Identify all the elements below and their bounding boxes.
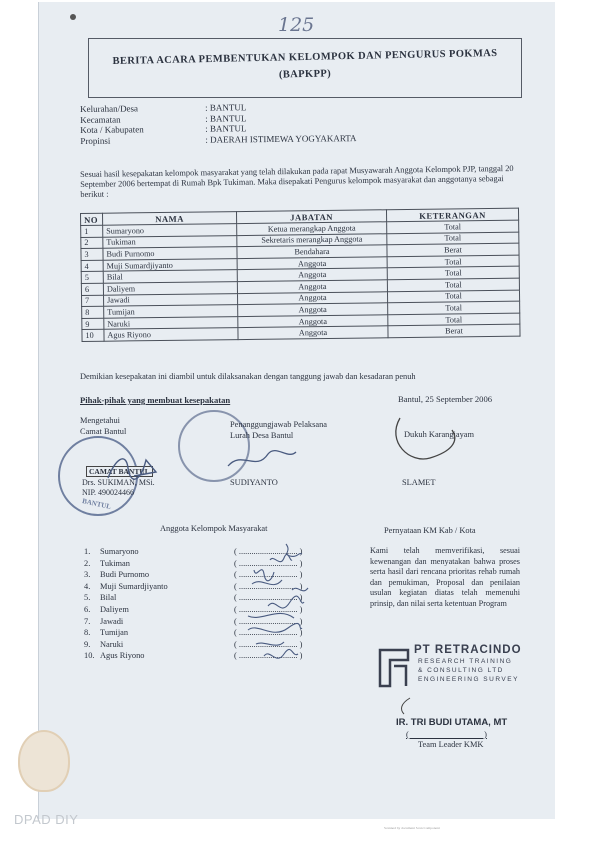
member-signatures [234,540,344,670]
parties-heading: Pihak-pihak yang membuat kesepakatan [80,395,231,405]
left-label-2: Camat Bantul [80,427,127,436]
cell-keterangan: Total [387,232,519,245]
cell-no: 3 [81,248,103,260]
signature-placeholder: ( ............................ ) [234,547,303,556]
signature-placeholder: ( ............................ ) [234,651,303,661]
cell-nama: Agus Riyono [104,328,238,341]
location-value: : BANTUL [205,112,247,124]
left-label-1: Mengetahui [80,416,121,425]
list-item-number: 8. [84,628,91,638]
cell-nama: Bilal [103,270,237,283]
list-item-number: 6. [84,604,91,614]
cell-nama: Sumaryono [103,224,237,237]
member-name: Sumaryono [100,547,139,556]
cell-jabatan: Bendahara [237,245,387,258]
dukuh-signature [390,412,470,468]
signature-placeholder: ( ............................ ) [234,604,303,614]
cell-nama: Naruki [104,316,238,329]
middle-signatory-name: SUDIYANTO [230,478,278,487]
left-signatory-nip: NIP. 490024466 [82,488,135,497]
member-name: Tukiman [100,558,130,568]
stamp-ring-text: BANTUL [81,497,112,511]
cell-jabatan: Anggota [238,303,388,316]
pt-logo-line3: & CONSULTING LTD [418,667,504,674]
cell-nama: Tumijan [104,305,238,318]
cell-keterangan: Total [387,220,519,233]
member-name: Naruki [100,639,124,649]
cell-jabatan: Anggota [237,257,387,270]
cell-nama: Muji Sumardjiyanto [103,258,237,271]
member-name: Jawadi [100,616,124,626]
members-heading: Anggota Kelompok Masyarakat [160,524,268,533]
location-block [80,100,500,146]
location-value: : DAERAH ISTIMEWA YOGYAKARTA [205,132,357,145]
cell-jabatan: Ketua merangkap Anggota [237,222,387,235]
list-item-number: 2. [84,558,91,568]
list-item-number: 7. [84,616,91,626]
signature-placeholder: ( ............................ ) [234,581,303,591]
member-name: Bilal [100,593,117,603]
pt-logo-line4: ENGINEERING SURVEY [418,676,519,683]
left-signatory-name: Drs. SUKIMAN, MSi. [82,478,155,487]
cell-no: 4 [81,260,103,272]
team-leader-title: Team Leader KMK [418,740,484,749]
document-subtitle: (BAPKPP) [278,68,332,81]
cell-no: 8 [82,306,104,318]
left-stamp-text: CAMAT BANTUL [86,466,153,477]
km-statement: Kami telah memverifikasi, sesuai kewenangan dan menyatakan bahwa proses serta hasil dari rencana prioritas rehab rumah dan pemukiman, Proposal dan penilaian usulan kegiatan diatas telah memenuhi prinsip, dan nilai serta ketentuan Program [370,546,520,608]
list-item-number: 5. [84,593,91,603]
header-nama: NAMA [103,212,237,226]
cell-no: 5 [81,272,103,284]
cell-keterangan: Total [387,255,519,268]
pen-mark [70,14,76,20]
cell-no: 1 [81,225,103,237]
signature-placeholder: ( ............................ ) [234,570,303,580]
title-box [88,38,522,98]
header-keterangan: KETERANGAN [386,208,518,222]
location-label: Kota / Kabupaten [80,124,144,135]
footer-small-text: Scanned by document Scan Component [384,826,440,830]
pt-retracindo-logo [376,642,526,694]
cell-nama: Jawadi [104,293,238,306]
header-no: NO [81,213,103,225]
handwritten-page-number: 125 [278,14,315,36]
cell-nama: Budi Purnomo [103,247,237,260]
list-item-number: 4. [84,581,91,591]
cell-keterangan: Total [387,278,519,291]
location-value: : BANTUL [205,123,247,134]
cell-nama: Tukiman [103,235,237,248]
member-table [80,208,521,342]
cell-keterangan: Total [387,290,519,303]
pt-logo-line2: RESEARCH TRAINING [418,658,513,665]
right-signatory-name: SLAMET [402,478,436,487]
signature-placeholder: ( ............................ ) [234,628,303,638]
camat-signature [104,448,164,488]
cell-no: 7 [82,295,104,307]
cell-jabatan: Anggota [237,268,387,281]
team-leader-mark [396,696,416,716]
member-name: Tumijan [100,628,129,638]
cell-keterangan: Total [387,267,519,280]
middle-label-1: Penanggungjawab Pelaksana [230,420,327,429]
list-item-number: 10. [84,651,95,661]
location-label: Kecamatan [80,114,121,125]
team-leader-name: IR. TRI BUDI UTAMA, MT [396,717,508,728]
cell-no: 10 [82,330,104,342]
pt-logo-emblem [376,646,412,690]
closing-paragraph: Demikian kesepakatan ini diambil untuk dilaksanakan dengan tanggung jawab dan kesadaran penuh [80,372,416,381]
location-label: Propinsi [80,135,111,146]
signature-placeholder: ( ............................ ) [234,558,303,568]
location-value: : BANTUL [204,102,247,113]
cell-no: 9 [82,318,104,330]
middle-label-2: Lurah Desa Bantul [230,431,294,440]
cell-jabatan: Anggota [238,314,388,327]
cell-jabatan: Anggota [237,291,387,304]
signature-placeholder: ( ............................ ) [234,639,303,649]
document-title: BERITA ACARA PEMBENTUKAN KELOMPOK DAN PENGURUS POKMAS [112,47,498,68]
member-name: Agus Riyono [100,651,145,661]
cell-keterangan: Total [388,301,520,314]
right-label: Dukuh Karangjayam [404,430,475,439]
header-jabatan: JABATAN [236,210,386,224]
cell-keterangan: Berat [388,324,520,337]
list-item-number: 3. [84,570,91,580]
list-item-number: 1. [84,547,91,556]
cell-no: 6 [81,283,103,295]
cell-no: 2 [81,237,103,249]
table-body [81,220,520,341]
member-name: Budi Purnomo [100,570,150,580]
cell-keterangan: Total [388,313,520,326]
team-leader-bracket: ( ) [406,730,487,739]
signature-placeholder: ( ............................ ) [234,593,303,603]
lurah-signature [222,440,302,480]
place-date: Bantul, 25 September 2006 [398,394,493,404]
intro-paragraph: Sesuai hasil kesepakatan kelompok masyarakat yang telah dilakukan pada rapat Musyawarah Anggota Kelompok PJP, tanggal 20 September 2006 bertempat di Rumah Bpk Tukiman. Maka disepakati Pengurus kelompok masyarakat dan anggotanya sebagai berikut : [80,163,514,199]
location-label: Kelurahan/Desa [80,103,139,114]
archive-watermark: DPAD DIY [14,812,79,827]
member-name: Daliyem [100,604,129,614]
cell-keterangan: Berat [387,243,519,256]
signature-placeholder: ( ............................ ) [234,616,303,626]
km-heading: Pernyataan KM Kab / Kota [384,526,476,535]
member-name: Muji Sumardjiyanto [100,581,168,591]
pt-logo-name: PT RETRACINDO [414,644,522,656]
dpad-emblem [18,730,70,792]
cell-jabatan: Sekretaris merangkap Anggota [237,233,387,246]
cell-jabatan: Anggota [237,280,387,293]
list-item-number: 9. [84,639,91,649]
cell-nama: Daliyem [103,282,237,295]
cell-jabatan: Anggota [238,326,388,339]
